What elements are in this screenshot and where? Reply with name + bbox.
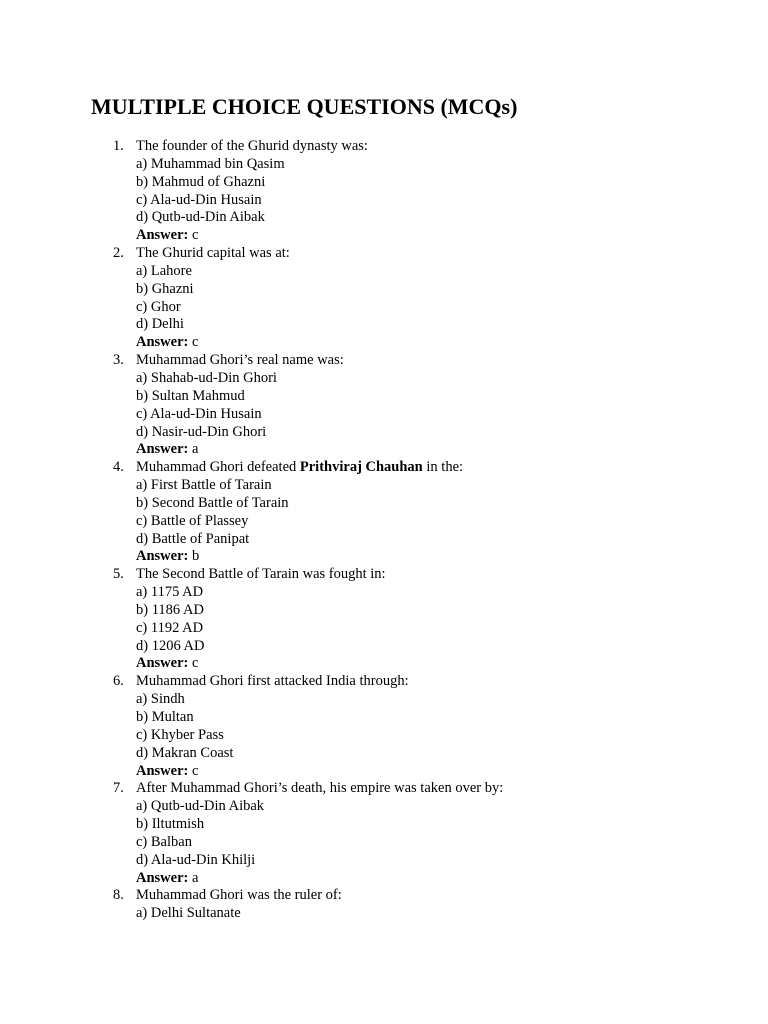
question-text xyxy=(136,887,503,905)
answer-line xyxy=(136,870,503,888)
answer-value: c xyxy=(191,334,199,351)
question-item xyxy=(0,245,503,352)
answer-option: a) Delhi Sultanate xyxy=(136,905,241,922)
answer-value: b xyxy=(191,548,200,565)
question-text xyxy=(136,566,503,584)
answer-option: a) First Battle of Tarain xyxy=(136,477,272,494)
answer-label: Answer: xyxy=(136,227,189,244)
question-item xyxy=(0,566,503,673)
answer-option: b) Second Battle of Tarain xyxy=(136,494,289,511)
question-item xyxy=(0,673,503,780)
question-text xyxy=(136,780,503,798)
answer-option: d) Qutb-ud-Din Aibak xyxy=(136,209,265,226)
answer-option: b) Mahmud of Ghazni xyxy=(136,173,266,190)
question-number: 8. xyxy=(113,887,124,904)
question-text-part: After Muhammad Ghori’s death, his empire was taken over by: xyxy=(136,780,504,797)
answer-option: d) Nasir-ud-Din Ghori xyxy=(136,423,267,440)
answer-option: b) Ghazni xyxy=(136,280,194,297)
question-number: 3. xyxy=(113,352,124,369)
question-text xyxy=(136,138,503,156)
question-text-part: The founder of the Ghurid dynasty was: xyxy=(136,138,368,154)
question-text-part: The Second Battle of Tarain was fought in: xyxy=(136,566,386,583)
question-text-emphasis: Prithviraj Chauhan xyxy=(299,459,423,476)
question-text xyxy=(136,352,503,370)
question-item xyxy=(0,780,503,887)
answer-line xyxy=(136,227,503,245)
answer-label: Answer: xyxy=(136,441,189,458)
question-item xyxy=(0,352,503,459)
question-text-part: Muhammad Ghori first attacked India through: xyxy=(136,673,409,690)
answer-line xyxy=(136,334,503,352)
answer-option: c) Ala-ud-Din Husain xyxy=(136,405,262,422)
answer-value: c xyxy=(191,762,199,779)
answer-value: a xyxy=(191,441,199,458)
answer-option: d) Makran Coast xyxy=(136,744,234,761)
answer-option: c) Ghor xyxy=(136,298,181,315)
answer-label: Answer: xyxy=(136,334,189,351)
answer-label: Answer: xyxy=(136,762,189,779)
answer-option: b) 1186 AD xyxy=(136,601,204,618)
answer-value: a xyxy=(191,869,199,886)
answer-option: c) Ala-ud-Din Husain xyxy=(136,191,262,208)
answer-label: Answer: xyxy=(136,869,189,886)
answer-line xyxy=(136,548,503,566)
answer-option: d) 1206 AD xyxy=(136,637,205,654)
question-item xyxy=(0,459,503,566)
answer-option: a) Qutb-ud-Din Aibak xyxy=(136,798,265,815)
question-text-part: in the: xyxy=(422,459,464,476)
answer-option: b) Sultan Mahmud xyxy=(136,387,245,404)
question-number: 6. xyxy=(113,673,124,690)
question-item xyxy=(0,887,503,923)
answer-option: d) Delhi xyxy=(136,316,184,333)
question-item xyxy=(0,138,503,245)
question-text-part: Muhammad Ghori was the ruler of: xyxy=(136,887,342,904)
question-text-part: Muhammad Ghori’s real name was: xyxy=(136,352,344,369)
question-number: 1. xyxy=(113,138,124,154)
answer-option: d) Ala-ud-Din Khilji xyxy=(136,851,256,868)
answer-line xyxy=(136,763,503,781)
question-number: 7. xyxy=(113,780,124,797)
answer-option: a) 1175 AD xyxy=(136,584,204,601)
question-list xyxy=(0,138,503,923)
answer-option: a) Lahore xyxy=(136,262,192,279)
answer-option: c) Balban xyxy=(136,833,192,850)
answer-label: Answer: xyxy=(136,655,189,672)
question-text xyxy=(136,459,503,477)
answer-value: c xyxy=(191,227,199,244)
answer-option: c) Khyber Pass xyxy=(136,726,224,743)
answer-option: a) Muhammad bin Qasim xyxy=(136,155,285,172)
answer-option: b) Iltutmish xyxy=(136,816,205,833)
answer-line xyxy=(136,441,503,459)
question-number: 4. xyxy=(113,459,124,476)
answer-value: c xyxy=(191,655,199,672)
question-text-part: Muhammad Ghori defeated xyxy=(136,459,300,476)
question-number: 5. xyxy=(113,566,124,583)
answer-option: c) 1192 AD xyxy=(136,619,204,636)
answer-option: a) Sindh xyxy=(136,691,185,708)
answer-line xyxy=(136,655,503,673)
question-number: 2. xyxy=(113,245,124,262)
answer-option: a) Shahab-ud-Din Ghori xyxy=(136,369,277,386)
answer-option: c) Battle of Plassey xyxy=(136,512,249,529)
answer-label: Answer: xyxy=(136,548,189,565)
page-title: MULTIPLE CHOICE QUESTIONS (MCQs) xyxy=(91,94,518,119)
answer-option: d) Battle of Panipat xyxy=(136,530,250,547)
question-text xyxy=(136,673,503,691)
question-text xyxy=(136,245,503,263)
question-text-part: The Ghurid capital was at: xyxy=(136,245,290,262)
answer-option: b) Multan xyxy=(136,709,194,725)
